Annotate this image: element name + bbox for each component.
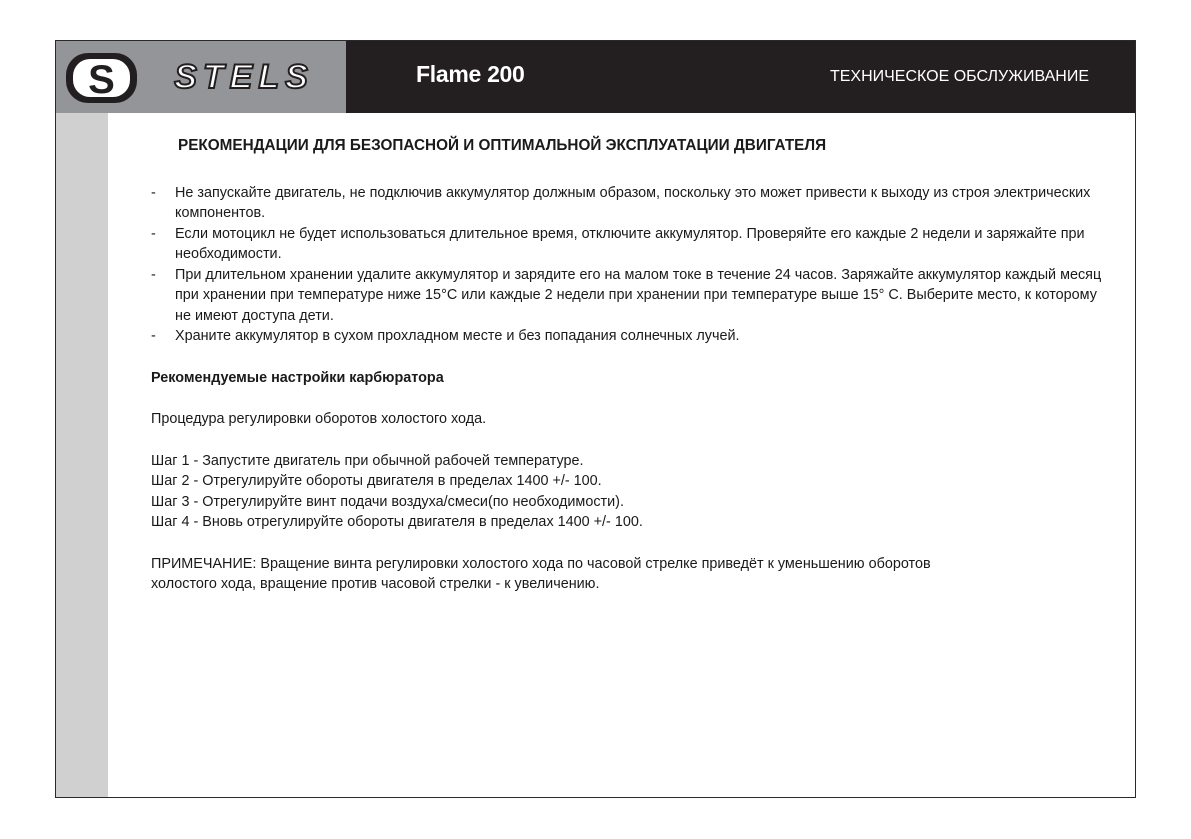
- brand-wordmark: [144, 61, 344, 93]
- list-item: - Не запускайте двигатель, не подключив аккумулятор должным образом, поскольку это может привести к выходу из строя электрических компонентов.: [151, 183, 1105, 224]
- list-item: - Храните аккумулятор в сухом прохладном месте и без попадания солнечных лучей.: [151, 326, 1105, 347]
- note-text: ПРИМЕЧАНИЕ: Вращение винта регулировки холостого хода по часовой стрелке приведёт к уменьшению оборотов холостого хода, вращение против часовой стрелки - к увеличению.: [151, 555, 931, 592]
- section-title: ТЕХНИЧЕСКОЕ ОБСЛУЖИВАНИЕ: [829, 68, 1089, 85]
- content-area: [151, 136, 1105, 595]
- procedure-text: Процедура регулировки оборотов холостого хода.: [151, 411, 487, 427]
- recommendation-list: [151, 183, 1105, 347]
- page-title: РЕКОМЕНДАЦИИ ДЛЯ БЕЗОПАСНОЙ И ОПТИМАЛЬНОЙ ЭКСПЛУАТАЦИИ ДВИГАТЕЛЯ: [178, 137, 827, 154]
- step-item: Шаг 1 - Запустите двигатель при обычной рабочей температуре.: [151, 452, 584, 469]
- list-item: - Если мотоцикл не будет использоваться длительное время, отключите аккумулятор. Проверяйте его каждые 2 недели и заряжайте при необходимости.: [151, 224, 1105, 265]
- side-stripe: [56, 113, 108, 797]
- step-item: Шаг 2 - Отрегулируйте обороты двигателя в пределах 1400 +/- 100.: [151, 473, 602, 489]
- brand-mark-icon: [64, 51, 139, 105]
- brand-name: STELS: [174, 61, 314, 93]
- model-name: Flame 200: [416, 61, 525, 87]
- brand-logo: [56, 41, 346, 113]
- steps-list: [151, 451, 1105, 533]
- step-item: Шаг 4 - Вновь отрегулируйте обороты двигателя в пределах 1400 +/- 100.: [151, 514, 643, 530]
- carburetor-heading: Рекомендуемые настройки карбюратора: [151, 369, 444, 386]
- header-bar: [56, 41, 1135, 113]
- page-frame: [55, 40, 1136, 798]
- brand-initial: S: [88, 58, 115, 102]
- step-item: Шаг 3 - Отрегулируйте винт подачи воздуха/смеси(по необходимости).: [151, 493, 624, 510]
- list-item: - При длительном хранении удалите аккумулятор и зарядите его на малом токе в течение 24 часов. Заряжайте аккумулятор каждый месяц при хранении при температуре ниже 15°С или каждые 2 недели при хранении при температуре выше 15° С. Выберите место, к которому не имеют доступа дети.: [151, 265, 1105, 327]
